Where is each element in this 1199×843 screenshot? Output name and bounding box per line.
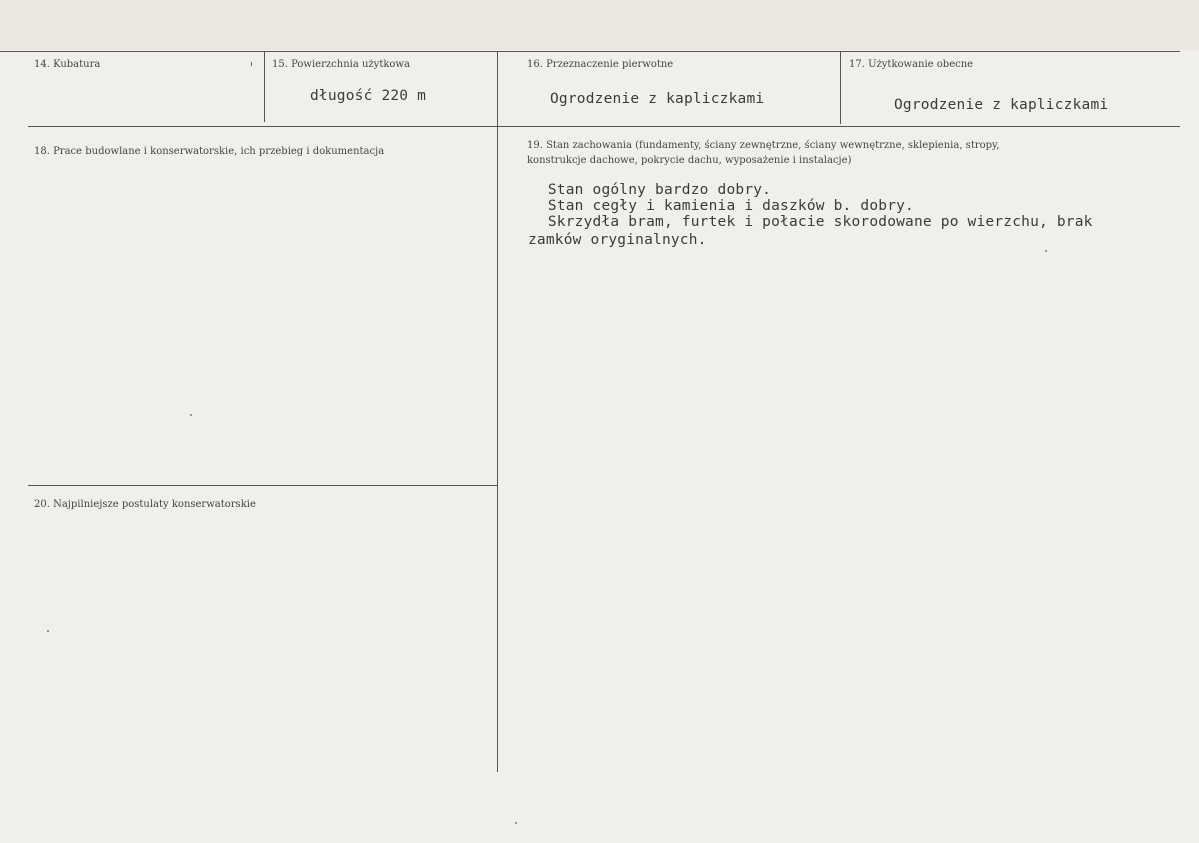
powierzchnia-value: długość 220 m [310,88,427,104]
stan-label-line-2: konstrukcje dachowe, pokrycie dachu, wyposażenie i instalacje) [527,155,852,166]
paper-speck [47,630,49,632]
left-column-divider [28,485,497,486]
column-divider-3 [840,52,841,124]
cell-tick [251,62,252,66]
uzytkowanie-value: Ogrodzenie z kapliczkami [894,97,1109,113]
row-divider [28,126,1180,127]
stan-label-line-1: 19. Stan zachowania (fundamenty, ściany zewnętrzne, ściany wewnętrzne, sklepienia, stropy, [527,140,1000,151]
top-rule [0,51,1180,52]
powierzchnia-label: 15. Powierzchnia użytkowa [272,59,410,70]
paper-speck [190,414,192,416]
card-top-edge [0,0,1199,50]
column-divider-2 [497,52,498,772]
przeznaczenie-label: 16. Przeznaczenie pierwotne [527,59,674,70]
prace-label: 18. Prace budowlane i konserwatorskie, ich przebieg i dokumentacja [34,146,385,157]
stan-line-3: Skrzydła bram, furtek i połacie skorodowane po wierzchu, brak [530,214,1093,230]
paper-speck [1045,250,1047,252]
stan-line-4: zamków oryginalnych. [528,232,707,248]
postulaty-label: 20. Najpilniejsze postulaty konserwatorskie [34,499,256,510]
column-divider-1 [264,52,265,122]
uzytkowanie-label: 17. Użytkowanie obecne [849,59,974,70]
kubatura-label: 14. Kubatura [34,59,101,70]
przeznaczenie-value: Ogrodzenie z kapliczkami [550,91,765,107]
stan-line-1: Stan ogólny bardzo dobry. [530,182,772,198]
paper-speck [515,822,517,824]
stan-line-2: Stan cegły i kamienia i daszków b. dobry. [530,198,914,214]
